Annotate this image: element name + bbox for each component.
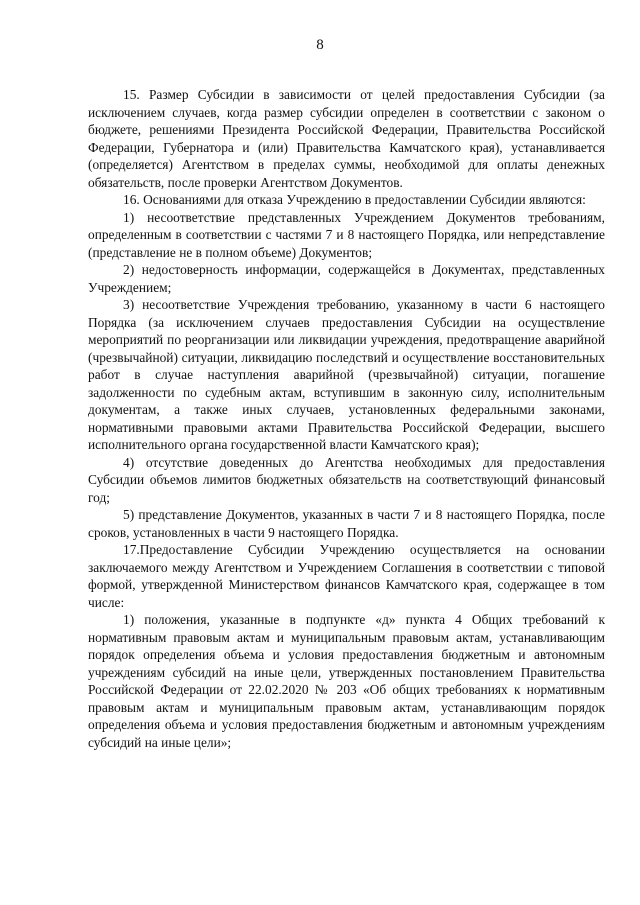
paragraph-16-item-1: 1) несоответствие представленных Учреждением Документов требованиям, определенным в соответствии с частями 7 и 8 настоящего Порядка, или непредставление (представление не в полном объеме) Документов; bbox=[88, 209, 605, 260]
paragraph-16-item-5: 5) представление Документов, указанных в части 7 и 8 настоящего Порядка, после сроков, установленных в части 9 настоящего Порядка. bbox=[88, 507, 605, 540]
paragraph-16-item-3: 3) несоответствие Учреждения требованию, указанному в части 6 настоящего Порядка (за исключением случаев предоставления Субсидии на осуществление мероприятий по реорганизации или ликвидации учреждения, предотвращение аварийной (чрезвычайной) ситуации, ликвидацию последствий и осуществление восстановительных работ в случае наступления аварийной (чрезвычайной) ситуации, погашение задолженности по судебным актам, вступившим в законную силу, исполнительным документам, а также иных случаев, установленных федеральными законами, нормативными правовыми актами Правительства Российской Федерации, высшего исполнительного органа государственной власти Камчатского края); bbox=[88, 297, 605, 452]
paragraph-16-item-2: 2) недостоверность информации, содержащейся в Документах, представленных Учреждением; bbox=[88, 262, 605, 295]
paragraph-16: 16. Основаниями для отказа Учреждению в предоставлении Субсидии являются: bbox=[123, 192, 586, 207]
page-number: 8 bbox=[316, 37, 324, 53]
paragraph-17-item-1: 1) положения, указанные в подпункте «д» пункта 4 Общих требований к нормативным правовым актам и муниципальным правовым актам, устанавливающим порядок определения объема и условия предоставления бюджетным и автономным учреждениям субсидий на иные цели, утвержденных постановлением Правительства Российской Федерации от 22.02.2020 № 203 «Об общих требованиях к нормативным правовым актам и муниципальным правовым актам, устанавливающим порядок определения объема и условия предоставления бюджетным и автономным учреждениям субсидий на иные цели»; bbox=[88, 612, 605, 750]
paragraph-16-item-4: 4) отсутствие доведенных до Агентства необходимых для предоставления Субсидии объемов лимитов бюджетных обязательств на соответствующий финансовый год; bbox=[88, 454, 605, 505]
paragraph-15: 15. Размер Субсидии в зависимости от целей предоставления Субсидии (за исключением случаев, когда размер субсидии определен в соответствии с законом о бюджете, решениями Президента Российской Федерации, Правительства Российской Федерации, Губернатора и (или) Правительства Камчатского края), устанавливается (определяется) Агентством в пределах суммы, необходимой для оплаты денежных обязательств, после проверки Агентством Документов. bbox=[88, 87, 605, 190]
document-body bbox=[88, 86, 605, 751]
paragraph-17: 17.Предоставление Субсидии Учреждению осуществляется на основании заключаемого между Агентством и Учреждением Соглашения в соответствии с типовой формой, утвержденной Министерством финансов Камчатского края, содержащее в том числе: bbox=[88, 542, 605, 610]
